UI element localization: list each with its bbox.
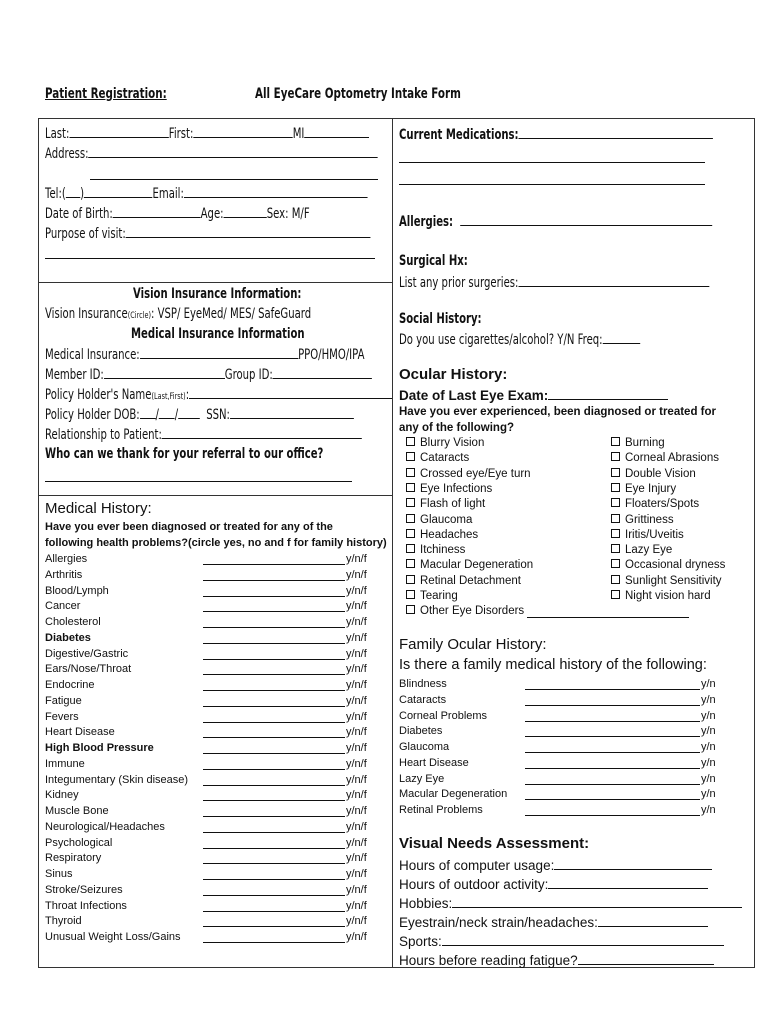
tel-field[interactable] xyxy=(84,184,152,198)
holder-name-field[interactable] xyxy=(189,385,392,399)
medical-condition-yn[interactable]: y/n/f xyxy=(346,852,367,865)
ocular-condition-label: Crossed eye/Eye turn xyxy=(420,467,531,480)
visual-needs-row xyxy=(399,931,724,951)
ocular-condition-label: Glaucoma xyxy=(420,513,473,526)
medical-condition-field[interactable] xyxy=(203,800,345,801)
ocular-condition-label: Double Vision xyxy=(625,467,696,480)
ocular-condition-label: Iritis/Uveitis xyxy=(625,528,684,541)
form-title: All EyeCare Optometry Intake Form xyxy=(255,86,461,102)
ocular-condition-label: Lazy Eye xyxy=(625,544,673,557)
ocular-condition-item[interactable] xyxy=(406,497,485,511)
visual-needs-field[interactable] xyxy=(452,893,742,908)
medical-insurance-title: Medical Insurance Information xyxy=(131,326,305,342)
checkbox-icon[interactable] xyxy=(611,529,620,538)
family-condition-label: Lazy Eye xyxy=(399,772,445,785)
mi-field[interactable] xyxy=(304,124,369,138)
visual-needs-row xyxy=(399,874,708,894)
prior-surgeries-row: List any prior surgeries: xyxy=(399,273,709,292)
medical-condition-label: Throat Infections xyxy=(45,899,127,912)
cigarettes-freq-field[interactable] xyxy=(603,330,640,344)
family-condition-yn[interactable]: y/n xyxy=(701,741,716,753)
last-exam-field[interactable] xyxy=(548,386,668,400)
family-condition-yn[interactable]: y/n xyxy=(701,756,716,769)
medical-condition-field[interactable] xyxy=(203,863,345,864)
medical-condition-field[interactable] xyxy=(203,753,345,754)
address-line-2[interactable] xyxy=(90,179,378,180)
checkbox-icon[interactable] xyxy=(406,468,415,477)
medical-condition-yn[interactable]: y/n/f xyxy=(346,883,367,896)
ocular-condition-label: Corneal Abrasions xyxy=(625,452,719,465)
other-eye-disorders-field[interactable] xyxy=(527,617,689,618)
patient-name-row: Last: First: MI xyxy=(45,124,369,143)
checkbox-icon[interactable] xyxy=(406,575,415,584)
family-condition-field[interactable] xyxy=(525,705,700,706)
medical-condition-field[interactable] xyxy=(203,580,345,581)
ocular-history-title: Ocular History: xyxy=(399,366,508,383)
tel-email-row: Tel:( ) Email: xyxy=(45,184,367,203)
member-group-row: Member ID: Group ID: xyxy=(45,365,372,384)
medications-line-3[interactable] xyxy=(399,184,705,185)
holder-dob-month[interactable] xyxy=(140,405,156,419)
family-condition-yn[interactable]: y/n xyxy=(701,804,716,816)
family-condition-label: Retinal Problems xyxy=(399,804,483,816)
checkbox-icon[interactable] xyxy=(406,590,415,599)
ocular-condition-item[interactable] xyxy=(406,574,521,588)
last-exam-row: Date of Last Eye Exam: xyxy=(399,386,668,403)
family-condition-label: Glaucoma xyxy=(399,741,450,753)
family-condition-field[interactable] xyxy=(525,752,700,753)
holder-dob-year[interactable] xyxy=(178,405,200,419)
family-condition-field[interactable] xyxy=(525,815,700,816)
medical-insurance-field[interactable] xyxy=(140,345,298,359)
ocular-condition-label: Tearing xyxy=(420,590,458,602)
medical-condition-yn[interactable]: y/n/f xyxy=(346,805,367,817)
referral-question: Who can we thank for your referral to our office? xyxy=(45,446,324,462)
ocular-condition-item[interactable] xyxy=(406,558,533,572)
current-medications-label: Current Medications: xyxy=(399,125,713,144)
medical-condition-yn[interactable]: y/n/f xyxy=(346,931,367,943)
medical-condition-yn[interactable]: y/n/f xyxy=(346,553,367,565)
last-name-field[interactable] xyxy=(69,124,168,138)
visual-needs-field[interactable] xyxy=(442,931,724,946)
checkbox-icon[interactable] xyxy=(406,559,415,568)
ocular-condition-label: Cataracts xyxy=(420,452,470,465)
medications-line-2[interactable] xyxy=(399,162,705,163)
area-code-field[interactable] xyxy=(66,184,80,198)
medical-condition-yn[interactable]: y/n/f xyxy=(346,899,367,912)
checkbox-icon[interactable] xyxy=(611,590,620,599)
medical-condition-label: Unusual Weight Loss/Gains xyxy=(45,931,181,943)
checkbox-icon[interactable] xyxy=(611,468,620,477)
medical-condition-field[interactable] xyxy=(203,816,345,817)
checkbox-icon[interactable] xyxy=(406,437,415,446)
medical-condition-label: Kidney xyxy=(45,789,79,802)
ocular-condition-item[interactable] xyxy=(406,482,492,496)
visual-needs-label: Hours of computer usage: xyxy=(399,858,555,873)
ocular-condition-item[interactable] xyxy=(611,574,722,588)
checkbox-icon[interactable] xyxy=(611,559,620,568)
ocular-question-1: Have you ever experienced, been diagnosed or treated for xyxy=(399,406,716,418)
family-condition-field[interactable] xyxy=(525,736,700,737)
medical-condition-label: Fatigue xyxy=(45,694,82,707)
checkbox-icon[interactable] xyxy=(611,452,620,461)
family-condition-label: Cataracts xyxy=(399,693,447,706)
family-condition-field[interactable] xyxy=(525,689,700,690)
checkbox-icon[interactable] xyxy=(611,498,620,507)
patient-registration-title: Patient Registration: xyxy=(45,86,167,102)
ocular-condition-item[interactable] xyxy=(611,451,719,465)
medical-condition-label: Muscle Bone xyxy=(45,805,109,817)
ocular-condition-item[interactable] xyxy=(406,513,472,527)
medical-condition-label: Fevers xyxy=(45,710,79,723)
medical-condition-field[interactable] xyxy=(203,832,345,833)
purpose-line-2[interactable] xyxy=(45,258,375,259)
medical-condition-yn[interactable]: y/n/f xyxy=(346,773,367,786)
medical-history-instruction-2: following health problems?(circle yes, no and f for family history) xyxy=(45,537,387,549)
medical-condition-label: Diabetes xyxy=(45,631,91,644)
ocular-condition-label: Grittiness xyxy=(625,513,674,526)
visual-needs-field[interactable] xyxy=(548,874,708,889)
family-condition-field[interactable] xyxy=(525,768,700,769)
medical-condition-field[interactable] xyxy=(203,879,345,880)
ocular-condition-label: Floaters/Spots xyxy=(625,498,700,511)
vision-insurance-title: Vision Insurance Information: xyxy=(133,286,302,302)
family-condition-label: Corneal Problems xyxy=(399,709,488,722)
checkbox-icon[interactable] xyxy=(611,514,620,523)
checkbox-icon[interactable] xyxy=(406,483,415,492)
purpose-field[interactable] xyxy=(126,224,371,238)
dob-field[interactable] xyxy=(113,204,201,218)
medical-condition-yn[interactable]: y/n/f xyxy=(346,663,367,676)
medical-condition-label: Immune xyxy=(45,757,85,770)
holder-dob-day[interactable] xyxy=(159,405,175,419)
ocular-condition-item[interactable] xyxy=(611,528,684,542)
ocular-condition-item[interactable] xyxy=(406,589,458,603)
visual-needs-field[interactable] xyxy=(598,912,708,927)
checkbox-icon[interactable] xyxy=(406,544,415,553)
family-condition-yn[interactable]: y/n xyxy=(701,772,716,785)
column-divider xyxy=(392,118,393,968)
ocular-condition-label: Eye Infections xyxy=(420,482,493,495)
ocular-condition-item[interactable] xyxy=(611,436,665,450)
ocular-condition-label: Occasional dryness xyxy=(625,559,726,572)
checkbox-icon[interactable] xyxy=(406,452,415,461)
vision-insurance-row: Vision Insurance(Circle): VSP/ EyeMed/ MES/ SafeGuard xyxy=(45,306,312,322)
surgical-hx-label: Surgical Hx: xyxy=(399,253,468,269)
medical-condition-yn[interactable]: y/n/f xyxy=(346,694,367,707)
visual-needs-label: Hours before reading fatigue? xyxy=(399,953,578,968)
family-history-question: Is there a family medical history of the following: xyxy=(399,657,707,673)
medical-condition-label: Stroke/Seizures xyxy=(45,883,123,896)
family-condition-field[interactable] xyxy=(525,799,700,800)
visual-needs-title: Visual Needs Assessment: xyxy=(399,835,590,852)
checkbox-icon[interactable] xyxy=(406,529,415,538)
ocular-condition-label: Burning xyxy=(625,437,665,449)
medical-condition-yn[interactable]: y/n/f xyxy=(346,757,367,770)
checkbox-icon[interactable] xyxy=(406,605,415,614)
age-field[interactable] xyxy=(224,204,267,218)
medical-condition-label: Neurological/Headaches xyxy=(45,820,165,833)
ocular-condition-label: Night vision hard xyxy=(625,590,711,602)
ocular-condition-item[interactable] xyxy=(611,482,676,496)
medical-condition-field[interactable] xyxy=(203,848,345,849)
family-condition-label: Heart Disease xyxy=(399,756,469,769)
ocular-condition-item[interactable] xyxy=(406,451,469,465)
checkbox-icon[interactable] xyxy=(611,575,620,584)
family-condition-yn[interactable]: y/n xyxy=(701,709,716,722)
family-condition-yn[interactable]: y/n xyxy=(701,693,716,706)
family-condition-label: Blindness xyxy=(399,678,447,690)
checkbox-icon[interactable] xyxy=(406,514,415,523)
medical-condition-yn[interactable]: y/n/f xyxy=(346,647,367,660)
family-condition-field[interactable] xyxy=(525,784,700,785)
ocular-condition-item[interactable] xyxy=(611,589,711,603)
medical-condition-field[interactable] xyxy=(203,942,345,943)
medical-condition-label: Respiratory xyxy=(45,852,102,865)
visual-needs-row xyxy=(399,912,708,932)
ocular-condition-label: Flash of light xyxy=(420,498,486,511)
medical-condition-field[interactable] xyxy=(203,674,345,675)
ocular-condition-item[interactable] xyxy=(611,558,725,572)
allergies-label: Allergies: xyxy=(399,212,712,231)
checkbox-icon[interactable] xyxy=(406,498,415,507)
visual-needs-label: Hobbies: xyxy=(399,896,453,911)
ocular-condition-item[interactable] xyxy=(406,467,531,481)
ocular-condition-label: Sunlight Sensitivity xyxy=(625,574,722,587)
medications-field[interactable] xyxy=(519,125,713,139)
medical-condition-label: Cholesterol xyxy=(45,616,101,628)
medical-condition-label: Heart Disease xyxy=(45,726,115,739)
ocular-condition-label: Other Eye Disorders xyxy=(420,605,525,618)
referral-field[interactable] xyxy=(45,481,352,482)
divider-patient xyxy=(38,282,392,283)
first-name-field[interactable] xyxy=(193,124,292,138)
prior-surgeries-field[interactable] xyxy=(518,273,709,287)
ocular-condition-item[interactable] xyxy=(611,467,696,481)
relationship-row: Relationship to Patient: xyxy=(45,425,362,444)
checkbox-icon[interactable] xyxy=(611,437,620,446)
family-condition-label: Diabetes xyxy=(399,725,443,738)
ocular-condition-label: Retinal Detachment xyxy=(420,574,521,587)
visual-needs-field[interactable] xyxy=(578,950,714,965)
medical-condition-yn[interactable]: y/n/f xyxy=(346,726,367,739)
medical-condition-label: Integumentary (Skin disease) xyxy=(45,773,189,786)
ocular-condition-label: Blurry Vision xyxy=(420,437,485,449)
medical-condition-label: Cancer xyxy=(45,600,81,613)
medical-condition-yn[interactable]: y/n/f xyxy=(346,600,367,613)
medical-condition-yn[interactable]: y/n/f xyxy=(346,868,367,880)
medical-condition-field[interactable] xyxy=(203,785,345,786)
ocular-condition-item[interactable] xyxy=(406,604,524,618)
visual-needs-field[interactable] xyxy=(554,855,712,870)
visual-needs-row xyxy=(399,893,742,913)
visual-needs-label: Hours of outdoor activity: xyxy=(399,877,549,892)
address-row: Address: xyxy=(45,144,378,163)
cigarettes-row: Do you use cigarettes/alcohol? Y/N Freq: xyxy=(399,330,640,349)
medical-condition-field[interactable] xyxy=(203,627,345,628)
holder-name-row: Policy Holder's Name(Last,First): xyxy=(45,385,392,406)
medical-condition-label: Arthritis xyxy=(45,568,83,581)
medical-condition-label: Thyroid xyxy=(45,915,82,928)
ocular-condition-item[interactable] xyxy=(406,543,465,557)
medical-condition-yn[interactable]: y/n/f xyxy=(346,584,367,597)
divider-insurance xyxy=(38,495,392,496)
address-field[interactable] xyxy=(89,144,378,158)
family-condition-yn[interactable]: y/n xyxy=(701,788,716,801)
medical-condition-field[interactable] xyxy=(203,611,345,612)
medical-condition-yn[interactable]: y/n/f xyxy=(346,616,367,628)
medical-condition-yn[interactable]: y/n/f xyxy=(346,820,367,833)
medical-insurance-row: Medical Insurance: PPO/HMO/IPA xyxy=(45,347,365,363)
holder-dob-row: Policy Holder DOB: / / SSN: xyxy=(45,405,354,424)
family-condition-yn[interactable]: y/n xyxy=(701,725,716,738)
medical-condition-field[interactable] xyxy=(203,690,345,691)
allergies-field[interactable] xyxy=(460,212,712,226)
medical-condition-yn[interactable]: y/n/f xyxy=(346,836,367,849)
medical-condition-yn[interactable]: y/n/f xyxy=(346,710,367,723)
medical-history-instruction-1: Have you ever been diagnosed or treated for any of the xyxy=(45,521,333,533)
medical-condition-label: High Blood Pressure xyxy=(45,742,154,754)
ocular-condition-item[interactable] xyxy=(611,497,699,511)
ocular-condition-item[interactable] xyxy=(406,528,478,542)
social-history-label: Social History: xyxy=(399,311,482,327)
medical-condition-field[interactable] xyxy=(203,596,345,597)
medical-condition-field[interactable] xyxy=(203,895,345,896)
purpose-row: Purpose of visit: xyxy=(45,224,371,243)
ocular-condition-label: Itchiness xyxy=(420,544,466,557)
ocular-condition-label: Headaches xyxy=(420,528,479,541)
member-id-field[interactable] xyxy=(104,365,225,379)
medical-condition-yn[interactable]: y/n/f xyxy=(346,568,367,581)
email-field[interactable] xyxy=(184,184,368,198)
medical-condition-field[interactable] xyxy=(203,706,345,707)
medical-condition-label: Psychological xyxy=(45,836,113,849)
medical-history-title: Medical History: xyxy=(45,500,152,517)
medical-condition-field[interactable] xyxy=(203,659,345,660)
medical-condition-field[interactable] xyxy=(203,926,345,927)
medical-condition-label: Blood/Lymph xyxy=(45,584,109,597)
visual-needs-label: Eyestrain/neck strain/headaches: xyxy=(399,915,598,930)
medical-condition-label: Ears/Nose/Throat xyxy=(45,663,132,676)
medical-condition-label: Digestive/Gastric xyxy=(45,647,129,660)
visual-needs-row xyxy=(399,855,712,875)
medical-condition-yn[interactable]: y/n/f xyxy=(346,742,367,754)
medical-condition-field[interactable] xyxy=(203,643,345,644)
ocular-condition-label: Macular Degeneration xyxy=(420,559,534,572)
group-id-field[interactable] xyxy=(273,365,372,379)
checkbox-icon[interactable] xyxy=(611,544,620,553)
medical-condition-field[interactable] xyxy=(203,564,345,565)
medical-condition-yn[interactable]: y/n/f xyxy=(346,679,367,691)
medical-condition-field[interactable] xyxy=(203,737,345,738)
medical-condition-yn[interactable]: y/n/f xyxy=(346,631,367,644)
medical-condition-field[interactable] xyxy=(203,911,345,912)
dob-row: Date of Birth: Age: Sex: M/F xyxy=(45,206,310,222)
medical-condition-label: Allergies xyxy=(45,553,88,565)
visual-needs-row xyxy=(399,950,714,970)
medical-condition-field[interactable] xyxy=(203,769,345,770)
ocular-condition-item[interactable] xyxy=(406,436,484,450)
family-condition-yn[interactable]: y/n xyxy=(701,678,716,690)
checkbox-icon[interactable] xyxy=(611,483,620,492)
medical-condition-yn[interactable]: y/n/f xyxy=(346,789,367,802)
ocular-condition-label: Eye Injury xyxy=(625,482,677,495)
ocular-condition-item[interactable] xyxy=(611,543,672,557)
medical-condition-yn[interactable]: y/n/f xyxy=(346,915,367,928)
family-condition-field[interactable] xyxy=(525,721,700,722)
ocular-condition-item[interactable] xyxy=(611,513,674,527)
family-history-title: Family Ocular History: xyxy=(399,636,547,653)
relationship-field[interactable] xyxy=(162,425,362,439)
ssn-field[interactable] xyxy=(230,405,354,419)
ocular-question-2: any of the following? xyxy=(399,422,514,434)
medical-condition-label: Sinus xyxy=(45,868,73,880)
family-condition-label: Macular Degeneration xyxy=(399,788,508,801)
visual-needs-label: Sports: xyxy=(399,934,442,949)
medical-condition-label: Endocrine xyxy=(45,679,95,691)
medical-condition-field[interactable] xyxy=(203,722,345,723)
